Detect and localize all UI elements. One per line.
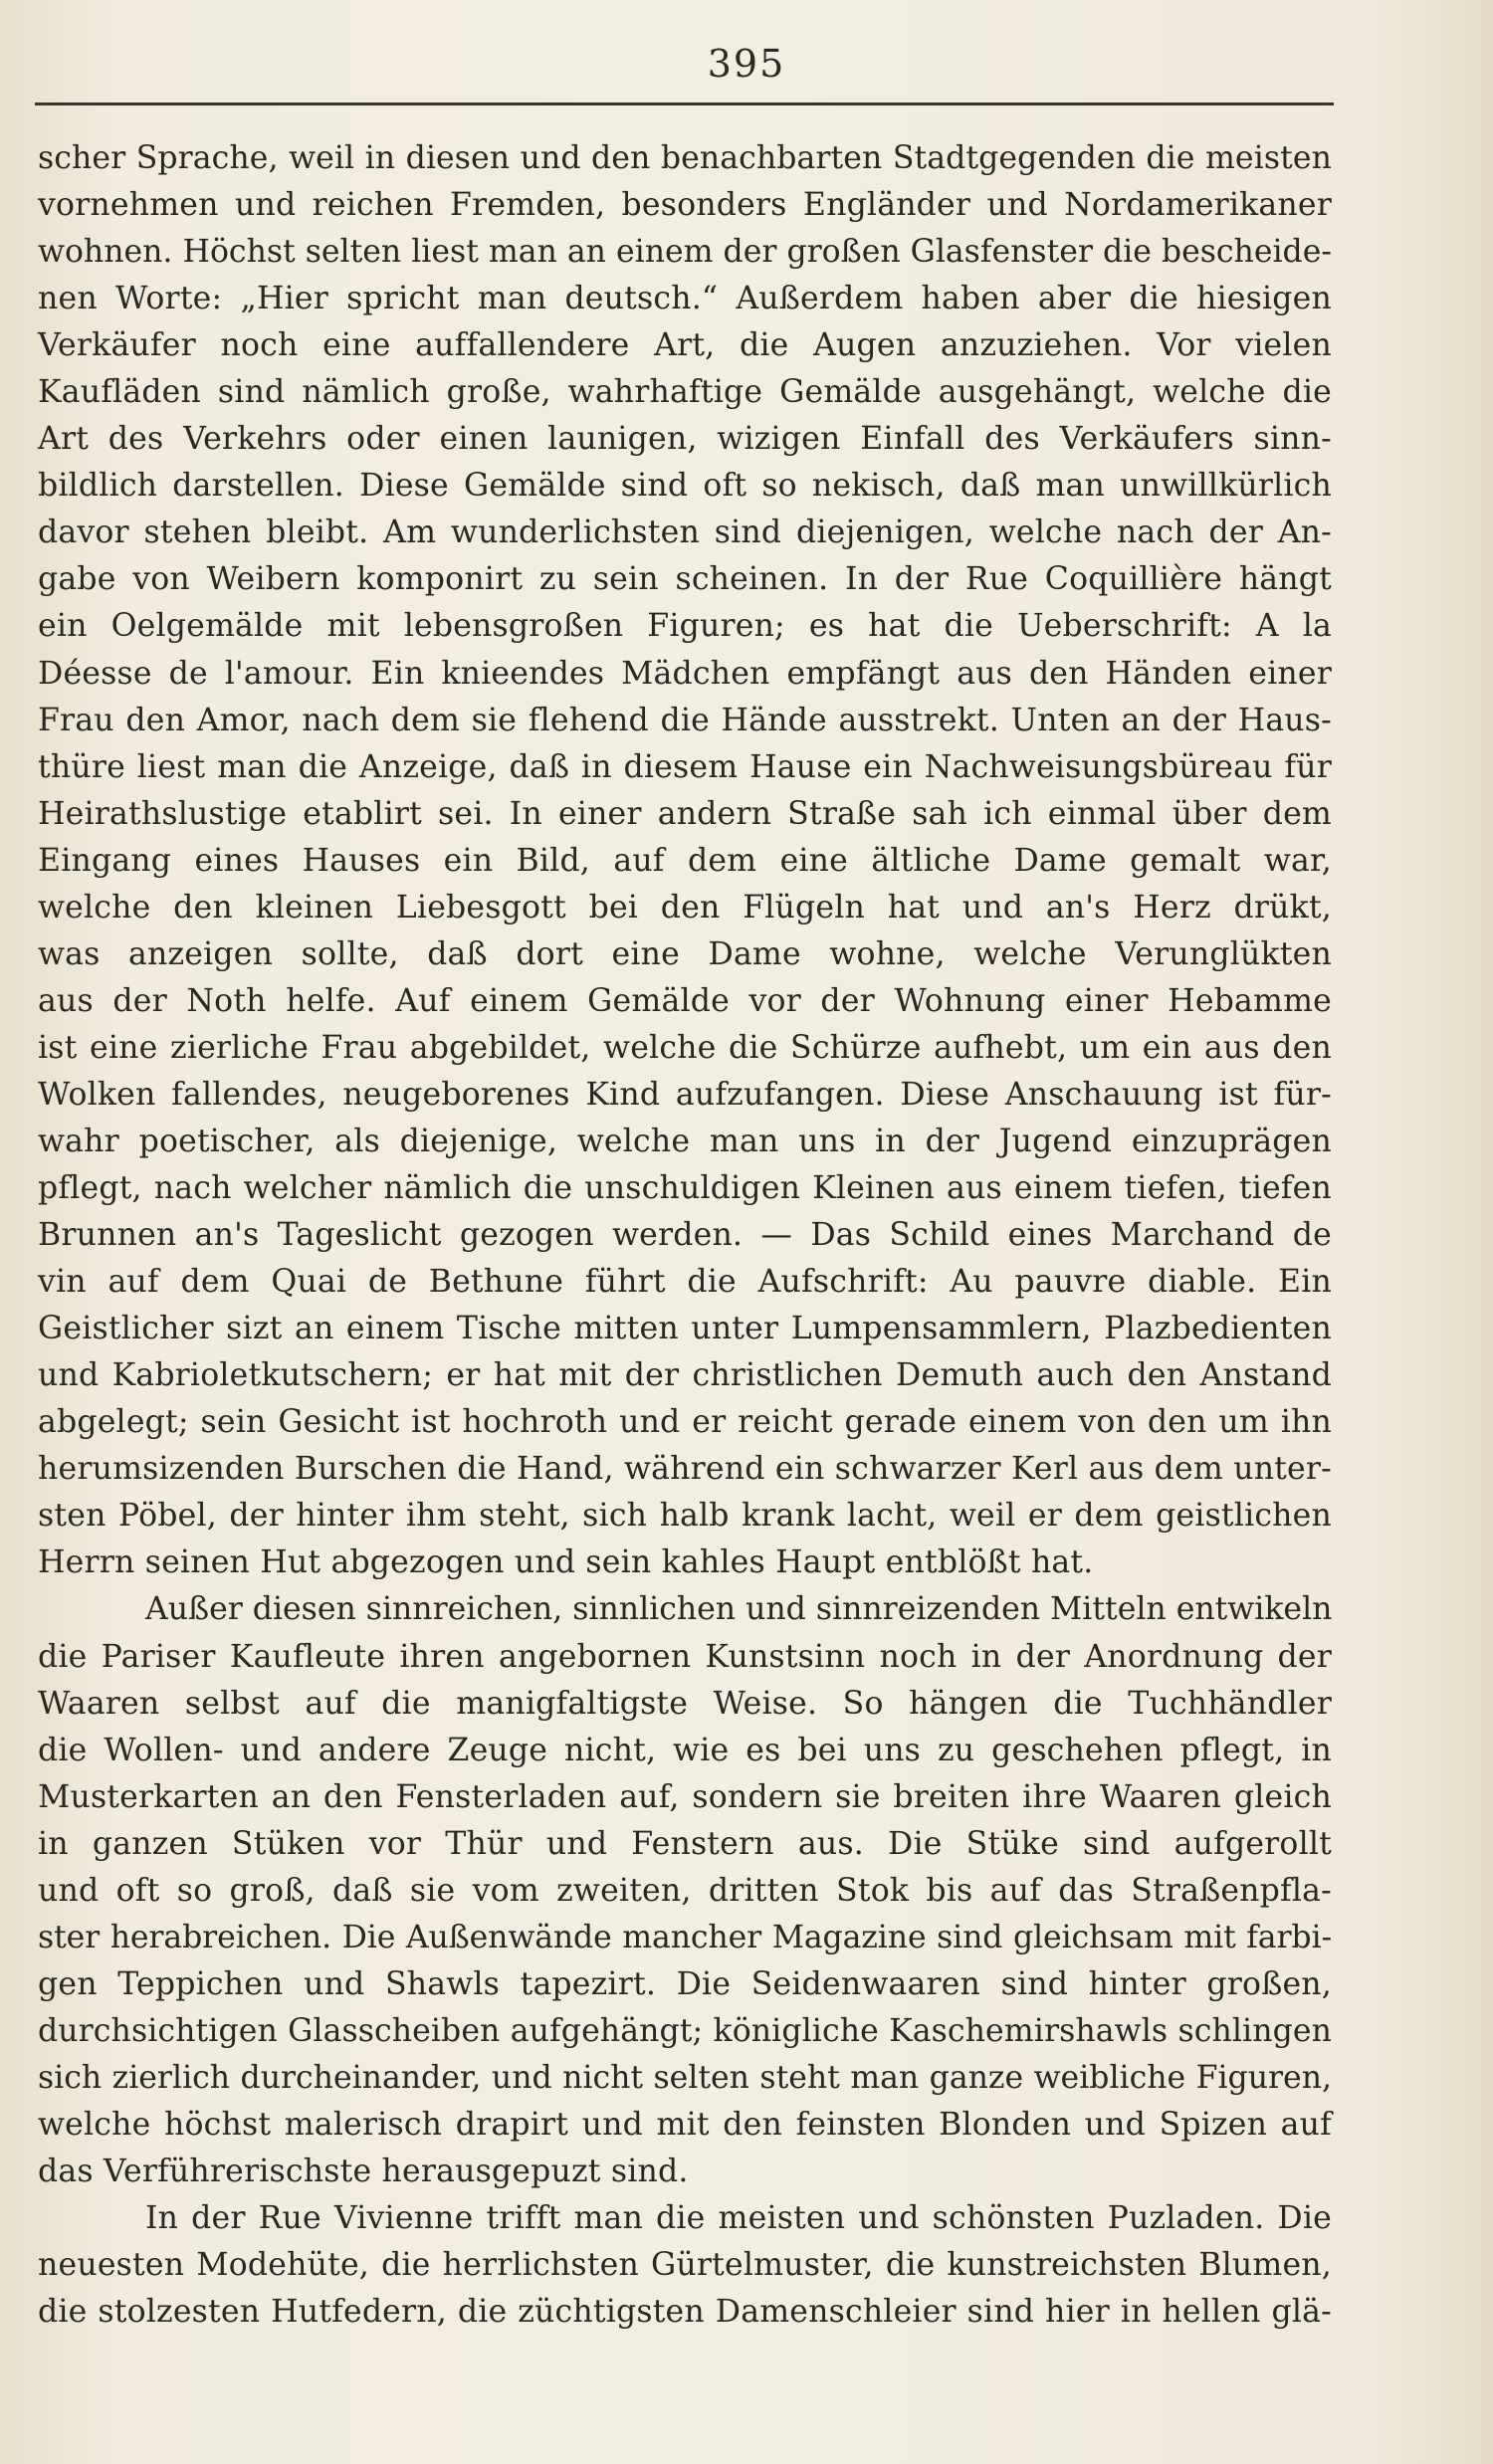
text-line: vin auf dem Quai de Bethune führt die Aufschrift: Au pauvre diable. Ein — [38, 1264, 1332, 1301]
paragraph-start-line: Außer diesen sinnreichen, sinnlichen und sinnreizenden Mitteln entwikeln — [145, 1591, 1333, 1628]
text-line: wahr poetischer, als diejenige, welche man uns in der Jugend einzuprägen — [38, 1123, 1332, 1159]
text-line: welche den kleinen Liebesgott bei den Flügeln hat und an's Herz drükt, — [38, 889, 1332, 925]
text-line: Art des Verkehrs oder einen launigen, wizigen Einfall des Verkäufers sinn- — [38, 421, 1332, 458]
text-line: in ganzen Stüken vor Thür und Fenstern aus. Die Stüke sind aufgerollt — [38, 1825, 1332, 1862]
paragraph-end-line: das Verführerischste herausgepuzt sind. — [38, 2154, 689, 2190]
text-line: Heirathslustige etablirt sei. In einer andern Straße sah ich einmal über dem — [38, 795, 1332, 832]
text-line: Waaren selbst auf die manigfaltigste Weise. So hängen die Tuchhändler — [38, 1685, 1332, 1722]
text-line: Verkäufer noch eine auffallendere Art, die Augen anzuziehen. Vor vielen — [38, 327, 1332, 364]
header-rule — [35, 103, 1334, 105]
text-line: ist eine zierliche Frau abgebildet, welche die Schürze aufhebt, um ein aus den — [38, 1029, 1332, 1066]
text-line: und Kabrioletkutschern; er hat mit der christlichen Demuth auch den Anstand — [38, 1357, 1332, 1394]
text-line: die Pariser Kaufleute ihren angebornen Kunstsinn noch in der Anordnung der — [38, 1638, 1332, 1675]
text-line: Eingang eines Hauses ein Bild, auf dem eine ältliche Dame gemalt war, — [38, 842, 1332, 879]
text-line: aus der Noth helfe. Auf einem Gemälde vor der Wohnung einer Hebamme — [38, 982, 1332, 1019]
text-line: und oft so groß, daß sie vom zweiten, dritten Stok bis auf das Straßenpfla- — [38, 1872, 1332, 1909]
text-line: bildlich darstellen. Diese Gemälde sind oft so nekisch, daß man unwillkürlich — [38, 468, 1332, 505]
text-line: Kaufläden sind nämlich große, wahrhaftige Gemälde ausgehängt, welche die — [38, 374, 1332, 411]
text-line: abgelegt; sein Gesicht ist hochroth und er reicht gerade einem von den um ihn — [38, 1404, 1332, 1441]
text-line: thüre liest man die Anzeige, daß in diesem Hause ein Nachweisungsbüreau für — [38, 748, 1332, 785]
text-line: scher Sprache, weil in diesen und den benachbarten Stadtgegenden die meisten — [38, 140, 1332, 176]
text-line: gabe von Weibern komponirt zu sein scheinen. In der Rue Coquillière hängt — [38, 561, 1332, 598]
text-line: Musterkarten an den Fensterladen auf, sondern sie breiten ihre Waaren gleich — [38, 1778, 1332, 1815]
text-line: die stolzesten Hutfedern, die züchtigsten Damenschleier sind hier in hellen glä- — [38, 2294, 1332, 2331]
text-line: pflegt, nach welcher nämlich die unschuldigen Kleinen aus einem tiefen, tiefen — [38, 1170, 1332, 1207]
text-line: herumsizenden Burschen die Hand, während ein schwarzer Kerl aus dem unter- — [38, 1451, 1332, 1488]
text-line: neuesten Modehüte, die herrlichsten Gürtelmuster, die kunstreichsten Blumen, — [38, 2247, 1332, 2284]
text-line: Frau den Amor, nach dem sie flehend die Hände ausstrekt. Unten an der Haus- — [38, 702, 1332, 738]
text-line: was anzeigen sollte, daß dort eine Dame wohne, welche Verunglükten — [38, 935, 1332, 972]
text-line: vornehmen und reichen Fremden, besonders Engländer und Nordamerikaner — [38, 187, 1332, 224]
text-line: davor stehen bleibt. Am wunderlichsten sind diejenigen, welche nach der An- — [38, 514, 1332, 551]
paragraph-start-line: In der Rue Vivienne trifft man die meisten und schönsten Puzladen. Die — [145, 2200, 1332, 2237]
text-line: ster herabreichen. Die Außenwände mancher Magazine sind gleichsam mit farbi- — [38, 1919, 1332, 1955]
text-line: Brunnen an's Tageslicht gezogen werden. — Das Schild eines Marchand de — [38, 1217, 1332, 1254]
text-line: welche höchst malerisch drapirt und mit den feinsten Blonden und Spizen auf — [38, 2106, 1332, 2143]
paragraph-end-line: Herrn seinen Hut abgezogen und sein kahles Haupt entblößt hat. — [38, 1544, 1094, 1581]
text-line: sich zierlich durcheinander, und nicht selten steht man ganze weibliche Figuren, — [38, 2059, 1332, 2096]
text-line: Geistlicher sizt an einem Tische mitten unter Lumpensammlern, Plazbedienten — [38, 1311, 1332, 1347]
text-line: ein Oelgemälde mit lebensgroßen Figuren; es hat die Ueberschrift: A la — [38, 608, 1332, 645]
text-line: sten Pöbel, der hinter ihm steht, sich halb krank lacht, weil er dem geistlichen — [38, 1498, 1332, 1535]
text-line: wohnen. Höchst selten liest man an einem der großen Glasfenster die bescheide- — [38, 234, 1332, 271]
text-line: Déesse de l'amour. Ein knieendes Mädchen empfängt aus den Händen einer — [38, 655, 1332, 692]
text-line: durchsichtigen Glasscheiben aufgehängt; königliche Kaschemirshawls schlingen — [38, 2012, 1332, 2049]
text-line: nen Worte: „Hier spricht man deutsch.“ Außerdem haben aber die hiesigen — [38, 281, 1332, 317]
text-line: gen Teppichen und Shawls tapezirt. Die Seidenwaaren sind hinter großen, — [38, 1965, 1332, 2002]
text-line: Wolken fallendes, neugeborenes Kind aufzufangen. Diese Anschauung ist für- — [38, 1076, 1332, 1113]
page-number: 395 — [707, 42, 786, 86]
body-text — [38, 135, 1332, 2336]
text-line: die Wollen- und andere Zeuge nicht, wie es bei uns zu geschehen pflegt, in — [38, 1732, 1332, 1768]
